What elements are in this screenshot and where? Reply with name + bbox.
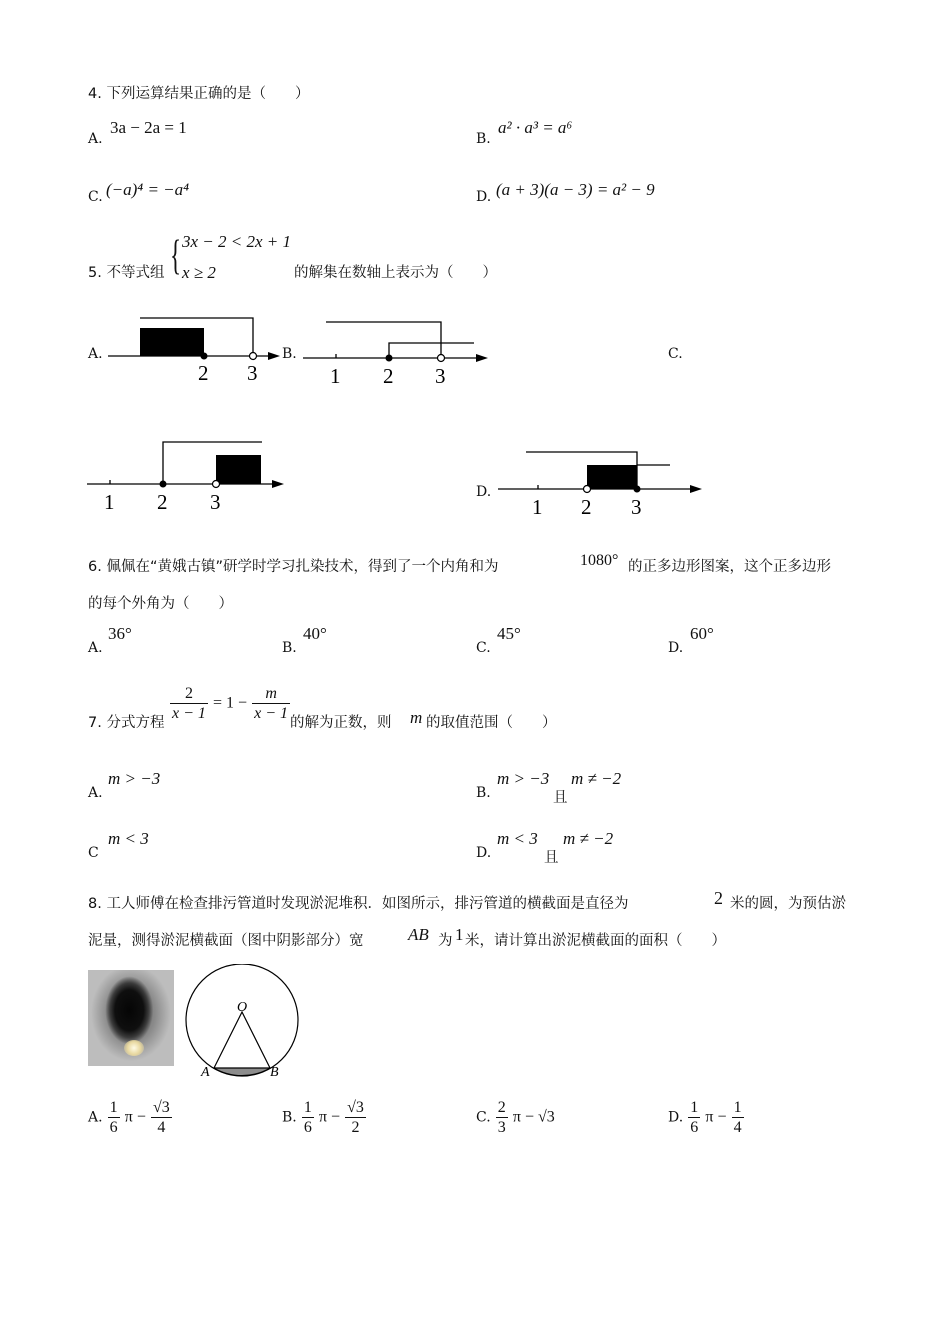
q8-b-f2n: √3: [347, 1099, 364, 1116]
q5d-tick-2: 2: [581, 495, 592, 519]
q8-d-f2n: 1: [733, 1099, 742, 1116]
q7-option-d-label: D.: [476, 845, 492, 861]
q8-c-frac1: [496, 1098, 508, 1137]
q4-option-d-expr: (a + 3)(a − 3) = a² − 9: [496, 180, 655, 199]
q5-option-a-label: A.: [88, 346, 103, 362]
q6-option-c-value: 45°: [497, 624, 521, 643]
q8-c-f1d: 3: [497, 1119, 506, 1136]
q8-circle-figure: [184, 964, 302, 1080]
q5b-tick-2: 2: [383, 364, 394, 388]
q5c-tick-2: 2: [157, 490, 168, 514]
q8-d-f1d: 6: [690, 1119, 699, 1136]
q8-b-f2d: 2: [351, 1119, 360, 1136]
q8-b-f1d: 6: [303, 1119, 312, 1136]
q8-b-frac2: [345, 1098, 366, 1137]
q7-stem-prefix: 7. 分式方程: [88, 715, 165, 731]
q6-stem-part1: 6. 佩佩在“黄娥古镇”研学时学习扎染技术，得到了一个内角和为: [88, 559, 499, 575]
q6-option-a-value: 36°: [108, 624, 132, 643]
q6-stem-line2: 的每个外角为（ ）: [88, 596, 233, 612]
q7-stem-suffix: 的解为正数，则: [290, 715, 392, 731]
q8-label-o: O: [237, 1000, 248, 1015]
q8-line1-a: 8. 工人师傅在检查排污管道时发现淤泥堆积．如图所示，排污管道的横截面是直径为: [88, 896, 629, 912]
q7-option-c-label: C: [88, 845, 99, 861]
q5d-tick-1: 1: [532, 495, 543, 519]
q5-option-a-numberline: [100, 308, 290, 388]
q8-a-f1d: 6: [109, 1119, 118, 1136]
q5c-tick-3: 3: [210, 490, 221, 514]
q5-system-line2: x ≥ 2: [182, 263, 216, 282]
q7-rhs-num: m: [252, 684, 290, 704]
q8-label-b: B: [270, 1065, 279, 1080]
q8-d-frac1: [688, 1098, 700, 1137]
q8-a-frac2: [151, 1098, 172, 1137]
q8-a-f2d: 4: [157, 1119, 166, 1136]
q4-stem: 4. 下列运算结果正确的是（ ）: [88, 86, 310, 102]
q7-equation: [170, 684, 290, 723]
q7-option-a-expr: m > −3: [108, 769, 161, 788]
q7-eq-mid: = 1 −: [213, 694, 248, 712]
q8-a-frac1: [108, 1098, 120, 1137]
q8-width: 1: [455, 925, 464, 944]
q8-a-f2n: √3: [152, 1099, 170, 1116]
q8-option-d-label: D.: [668, 1109, 684, 1126]
q4-option-b-label: B.: [476, 131, 491, 147]
q4-option-a-expr: 3a − 2a = 1: [110, 118, 187, 137]
q6-option-b-value: 40°: [303, 624, 327, 643]
q7-lhs-den: x − 1: [172, 705, 206, 722]
q5-stem-suffix: 的解集在数轴上表示为（ ）: [294, 265, 497, 281]
q7-option-b-expr: m > −3: [497, 769, 550, 788]
q8-option-a: [88, 1098, 172, 1137]
q8-line2-a: 泥量，测得淤泥横截面（图中阴影部分）宽: [88, 933, 364, 949]
q8-diameter: 2: [714, 888, 723, 908]
q4-option-c-label: C.: [88, 189, 103, 205]
q7-option-d-expr: m < 3: [497, 829, 538, 848]
q6-option-d-label: D.: [668, 640, 684, 656]
q5d-tick-3: 3: [631, 495, 642, 519]
q5-option-d-label: D.: [476, 484, 492, 500]
q8-c-mid: π − √3: [512, 1108, 555, 1126]
q4-option-d-label: D.: [476, 189, 492, 205]
q5a-tick-2: 2: [198, 361, 209, 385]
q8-d-frac2: [732, 1098, 744, 1137]
q5-system-brace: {: [170, 233, 182, 279]
q8-chord: AB: [408, 925, 429, 944]
q7-stem-end: 的取值范围（ ）: [426, 715, 557, 731]
q4-option-a-label: A.: [88, 131, 103, 147]
q6-option-b-label: B.: [282, 640, 297, 656]
q6-angle-sum: 1080°: [580, 552, 619, 569]
q8-line2-c: 米，请计算出淤泥横截面的面积（ ）: [465, 933, 726, 949]
q8-d-mid: π −: [705, 1108, 727, 1126]
q7-lhs-fraction: [170, 684, 208, 723]
q6-option-a-label: A.: [88, 640, 103, 656]
q5-option-b-label: B.: [282, 346, 297, 362]
q5a-tick-3: 3: [247, 361, 258, 385]
q6-option-d-value: 60°: [690, 624, 714, 643]
q8-b-frac1: [302, 1098, 314, 1137]
q5-option-c-label: C.: [668, 346, 683, 362]
q7-option-c-expr: m < 3: [108, 829, 149, 848]
q5-stem-prefix: 5. 不等式组: [88, 265, 165, 281]
q5-option-c-numberline: [84, 432, 294, 516]
q5b-tick-3: 3: [435, 364, 446, 388]
q5c-tick-1: 1: [104, 490, 115, 514]
q8-option-d: [668, 1098, 744, 1137]
q7-var: m: [410, 708, 423, 727]
q8-option-c: [476, 1098, 555, 1137]
q8-line2-b: 为: [438, 933, 453, 949]
q7-option-b-conj: 且: [553, 790, 568, 806]
q7-option-b-extra: m ≠ −2: [571, 769, 622, 788]
q7-rhs-fraction: [252, 684, 290, 723]
q8-label-a: A: [201, 1065, 210, 1080]
q8-option-b: [282, 1098, 366, 1137]
q7-rhs-den: x − 1: [254, 705, 289, 722]
q4-option-c-expr: (−a)⁴ = −a⁴: [106, 180, 190, 199]
q8-line1-b: 米的圆，为预估淤: [730, 896, 846, 912]
q7-lhs-num: 2: [170, 684, 208, 704]
q5b-tick-1: 1: [330, 364, 341, 388]
q5-option-d-numberline: [494, 444, 714, 524]
q7-option-b-label: B.: [476, 785, 491, 801]
q8-a-mid: π −: [124, 1108, 146, 1126]
q8-b-f1n: 1: [303, 1099, 312, 1116]
q7-option-d-extra: m ≠ −2: [563, 829, 614, 848]
q8-b-mid: π −: [318, 1108, 341, 1126]
q7-option-d-conj: 且: [544, 850, 559, 866]
q8-option-a-label: A.: [88, 1109, 103, 1126]
q5-option-b-numberline: [298, 310, 498, 390]
q6-option-c-label: C.: [476, 640, 491, 656]
q8-a-f1n: 1: [109, 1099, 118, 1116]
q8-c-f1n: 2: [497, 1099, 506, 1116]
q7-option-a-label: A.: [88, 785, 103, 801]
q8-d-f2d: 4: [733, 1119, 742, 1136]
pipe-photo: [88, 970, 174, 1066]
q8-option-b-label: B.: [282, 1109, 297, 1126]
q5-system-line1: 3x − 2 < 2x + 1: [182, 232, 292, 251]
q4-option-b-expr: a² · a³ = a⁶: [498, 118, 573, 137]
q8-option-c-label: C.: [476, 1109, 491, 1126]
q8-d-f1n: 1: [690, 1099, 699, 1116]
q6-stem-part2: 的正多边形图案，这个正多边形: [628, 559, 831, 575]
